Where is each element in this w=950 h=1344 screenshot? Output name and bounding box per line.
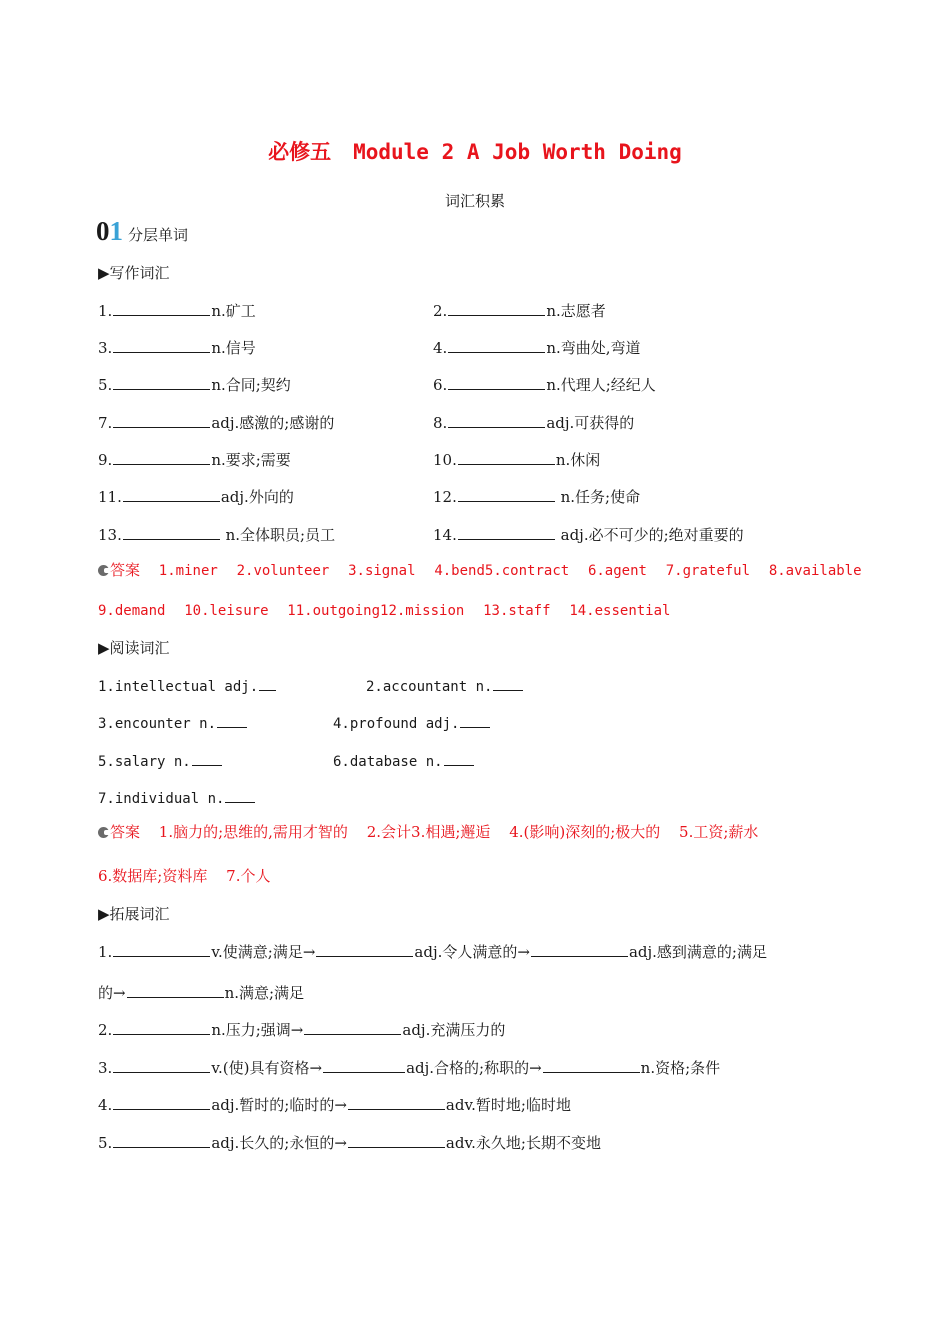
answer-blank[interactable] [448,301,545,316]
reading-item: 7.individual n. [98,788,256,809]
answer-blank[interactable] [458,450,555,465]
writing-heading: ▶写作词汇 [98,264,170,282]
writing-item: 3. n.信号 [98,339,256,357]
answer-blank[interactable] [113,301,210,316]
title-part2: Module 2 A Job Worth Doing [353,140,682,164]
answer-blank[interactable] [217,713,247,728]
reading-answers-line1: 答案 1.脑力的;思维的,需用才智的 2.会计3.相遇;邂逅 4.(影响)深刻的;极大的 5.工资;薪水 [98,822,758,842]
reading-item: 3.encounter n. [98,713,248,734]
answer-icon [98,565,109,576]
writing-answers-line2: 9.demand 10.leisure 11.outgoing12.mission 13.staff 14.essential [98,603,671,619]
writing-item: 1. n.矿工 [98,302,256,320]
answer-blank[interactable] [448,338,545,353]
answer-blank[interactable] [460,713,490,728]
extension-item: 1. v.使满意;满足→ adj.令人满意的→ adj.感到满意的;满足 [98,943,767,961]
answer-blank[interactable] [458,525,555,540]
answer-blank[interactable] [113,1095,210,1110]
answer-blank[interactable] [543,1058,640,1073]
answer-blank[interactable] [113,1020,210,1035]
writing-item: 9. n.要求;需要 [98,451,291,469]
reading-item: 1.intellectual adj. [98,676,277,697]
writing-item: 4. n.弯曲处,弯道 [433,339,641,357]
answer-blank[interactable] [348,1133,445,1148]
answer-blank[interactable] [531,942,628,957]
writing-item: 5. n.合同;契约 [98,376,291,394]
answer-blank[interactable] [113,375,210,390]
answer-blank[interactable] [113,338,210,353]
answer-blank[interactable] [123,487,220,502]
answer-blank[interactable] [113,1058,210,1073]
writing-item: 12. n.任务;使命 [433,488,641,506]
extension-item: 3. v.(使)具有资格→ adj.合格的;称职的→ n.资格;条件 [98,1059,721,1077]
answer-blank[interactable] [448,375,545,390]
answer-blank[interactable] [113,942,210,957]
reading-item: 6.database n. [333,751,475,772]
reading-item: 5.salary n. [98,751,223,772]
extension-item-cont: 的→ n.满意;满足 [98,984,305,1002]
answer-blank[interactable] [259,676,276,691]
answer-blank[interactable] [323,1058,405,1073]
writing-item: 11. adj.外向的 [98,488,294,506]
extension-item: 4. adj.暂时的;临时的→ adv.暂时地;临时地 [98,1096,571,1114]
title-part1: 必修五 [268,139,332,164]
extension-item: 2. n.压力;强调→ adj.充满压力的 [98,1021,506,1039]
answer-blank[interactable] [348,1095,445,1110]
section-number: 01 [96,216,123,246]
reading-heading: ▶阅读词汇 [98,639,170,657]
writing-item: 8. adj.可获得的 [433,414,635,432]
answer-blank[interactable] [127,983,224,998]
writing-item: 7. adj.感激的;感谢的 [98,414,335,432]
writing-item: 10. n.休闲 [433,451,601,469]
answer-icon [98,827,109,838]
answer-blank[interactable] [113,1133,210,1148]
writing-answers-line1: 答案 1.miner 2.volunteer 3.signal 4.bend5.contract 6.agent 7.grateful 8.available [98,560,862,581]
answer-blank[interactable] [123,525,220,540]
answer-blank[interactable] [448,413,545,428]
answer-blank[interactable] [113,413,210,428]
page-title [0,139,950,165]
writing-item: 13. n.全体职员;员工 [98,526,336,544]
reading-item: 4.profound adj. [333,713,491,734]
extension-item: 5. adj.长久的;永恒的→ adv.永久地;长期不变地 [98,1134,601,1152]
writing-item: 2. n.志愿者 [433,302,606,320]
answer-blank[interactable] [493,676,523,691]
reading-answers-line2: 6.数据库;资料库 7.个人 [98,867,271,885]
writing-item: 14. adj.必不可少的;绝对重要的 [433,526,744,544]
answer-blank[interactable] [113,450,210,465]
answer-blank[interactable] [316,942,413,957]
answer-blank[interactable] [225,788,255,803]
answer-blank[interactable] [444,751,474,766]
reading-item: 2.accountant n. [366,676,524,697]
writing-item: 6. n.代理人;经纪人 [433,376,656,394]
answer-blank[interactable] [458,487,555,502]
answer-blank[interactable] [304,1020,401,1035]
answer-blank[interactable] [192,751,222,766]
subtitle: 词汇积累 [444,192,505,210]
extension-heading: ▶拓展词汇 [98,905,170,923]
section-title: 分层单词 [128,226,189,244]
